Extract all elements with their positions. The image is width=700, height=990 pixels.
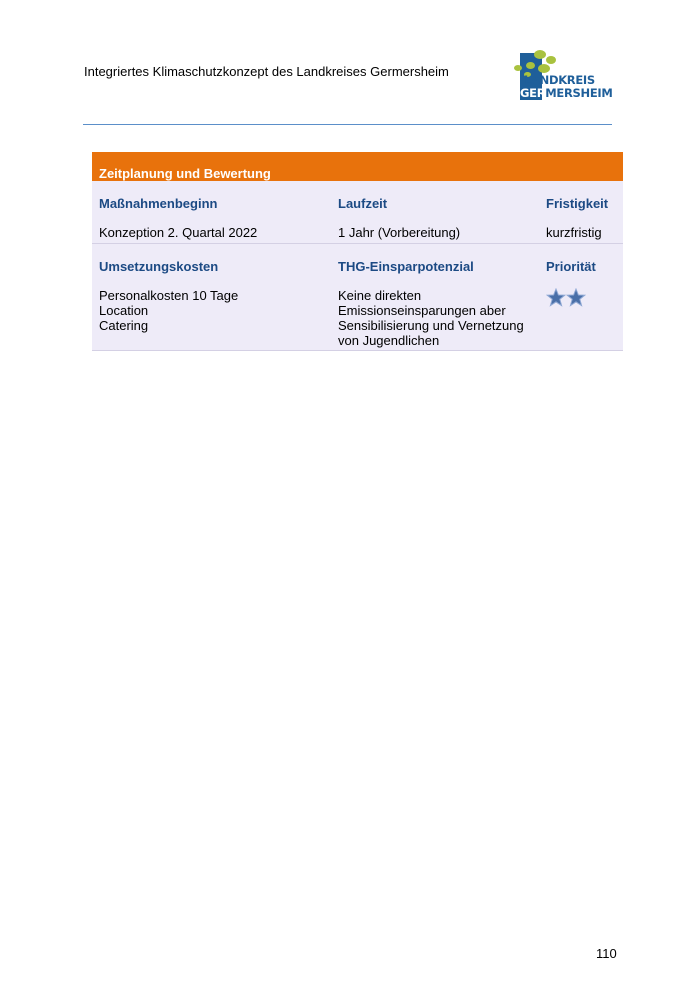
- logo-text-landkreis: LANDKREIS: [524, 73, 595, 87]
- label-massnahmenbeginn: Maßnahmenbeginn: [99, 196, 218, 211]
- header-divider: [83, 124, 612, 125]
- star-icon: [546, 288, 566, 307]
- label-fristigkeit: Fristigkeit: [546, 196, 609, 211]
- timing-block: [92, 181, 623, 244]
- value-fristigkeit: kurzfristig: [546, 225, 602, 240]
- value-laufzeit: 1 Jahr (Vorbereitung): [338, 225, 461, 240]
- label-umsetzungskosten: Umsetzungskosten: [99, 259, 219, 274]
- label-prioritaet: Priorität: [546, 259, 596, 274]
- logo-text-germersheim: GERMERSHEIM: [520, 86, 613, 100]
- value-thg-einsparpotenzial: Keine direkten Emissionseinsparungen aber Sensibilisierung und Vernetzung von Jugendlichen: [338, 288, 524, 348]
- value-massnahmenbeginn: Konzeption 2. Quartal 2022: [99, 225, 258, 240]
- landkreis-germersheim-logo: [512, 48, 612, 108]
- value-umsetzungskosten: Personalkosten 10 Tage Location Catering: [99, 288, 239, 333]
- document-header-title: Integriertes Klimaschutzkonzept des Landkreises Germersheim: [84, 64, 449, 79]
- star-icon: [566, 288, 586, 307]
- label-laufzeit: Laufzeit: [338, 196, 388, 211]
- label-thg-einsparpotenzial: THG-Einsparpotenzial: [338, 259, 474, 274]
- schedule-rating-table: [92, 152, 623, 351]
- priority-stars: [546, 288, 586, 307]
- table-heading: Zeitplanung und Bewertung: [92, 152, 623, 181]
- page-number: 110: [596, 946, 617, 961]
- cost-impact-block: [92, 244, 623, 351]
